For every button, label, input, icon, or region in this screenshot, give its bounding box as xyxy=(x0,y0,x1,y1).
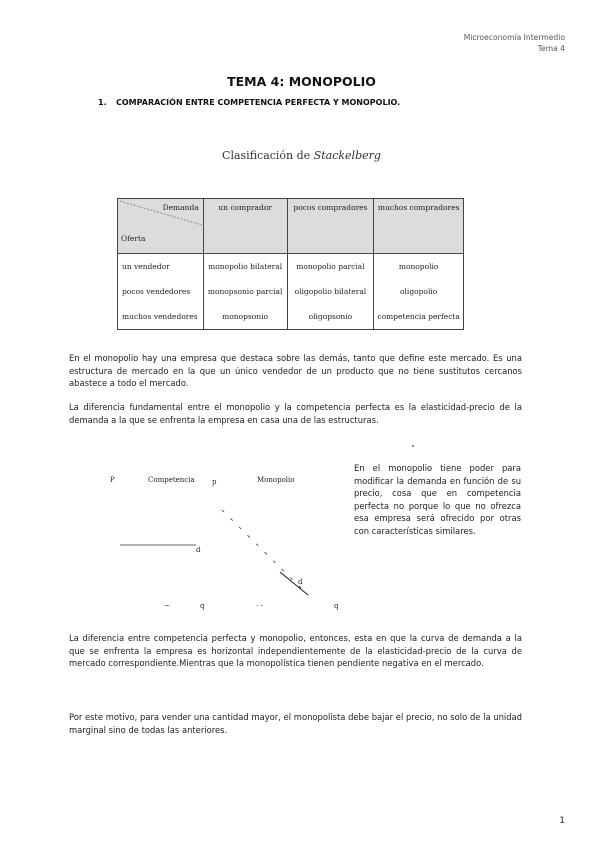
graph-left-origin-mark: ~ xyxy=(164,602,170,610)
table-corner-cell xyxy=(118,199,204,254)
right-demand-line xyxy=(280,572,308,595)
demand-curves-graph xyxy=(90,462,350,617)
table-row xyxy=(118,304,464,330)
section-number: 1. xyxy=(98,98,107,107)
table-caption xyxy=(0,149,603,162)
table-row-label: pocos vendedores xyxy=(118,279,204,304)
table-row-label: un vendedor xyxy=(118,254,204,280)
table-col-header: muchos compradores xyxy=(374,199,464,254)
paragraph-monopoly-power: En el monopolio tiene poder para modificar la demanda en función de su precio, cosa que en competencia perfecta no porque lo que no ofrezca esa empresa será ofrecido por otras con características similares. xyxy=(354,463,521,536)
table-cell: oligopolio bilateral xyxy=(287,279,374,304)
table-cell: oligopolio xyxy=(374,279,464,304)
graph-right-curve-label: d xyxy=(298,578,303,586)
caption-author: Stackelberg xyxy=(313,149,381,162)
paragraph-monopoly-definition: En el monopolio hay una empresa que destaca sobre las demás, tanto que define este mercado. Es una estructura de mercado en la que un único vendedor de un producto que no tiene sustitutos cercanos abastece a todo el mercado. xyxy=(69,353,522,389)
graph-right-p-label: p xyxy=(212,478,217,486)
table-header-row xyxy=(118,199,464,254)
table-cell: oligopsonio xyxy=(287,304,374,330)
classification-table xyxy=(117,198,464,330)
header-unit: Tema 4 xyxy=(537,44,565,53)
graph-left-curve-label: d xyxy=(196,546,201,554)
table-cell: monopolio xyxy=(374,254,464,280)
table-cell: monopolio bilateral xyxy=(203,254,287,280)
table-cell: monopolio parcial xyxy=(287,254,374,280)
table-cell: competencia perfecta xyxy=(374,304,464,330)
right-demand-line-faint xyxy=(222,510,308,595)
graph-right-title: Monopolio xyxy=(257,476,295,484)
table-cell: monopsonio xyxy=(203,304,287,330)
table-row-label: muchos vendedores xyxy=(118,304,204,330)
table-row xyxy=(118,279,464,304)
paragraph-curve-difference: La diferencia entre competencia perfecta y monopolio, entonces, esta en que la curva de demanda a la que se enfrenta la empresa es horizontal independientemente de la elasticidad-precio de la curva de mercado correspondiente.Mientras que la monopolística tienen pendiente negativa en el mercado. xyxy=(69,633,522,669)
corner-supply-label: Oferta xyxy=(121,234,146,243)
paragraph-fundamental-difference: La diferencia fundamental entre el monopolio y la competencia perfecta es la elasticidad-precio de la demanda a la que se enfrenta la empresa en casa una de las estructuras. xyxy=(69,402,522,425)
stray-dot xyxy=(412,445,414,447)
table-col-header: pocos compradores xyxy=(287,199,374,254)
table-row xyxy=(118,254,464,280)
graph-right-origin-mark: · · xyxy=(256,602,263,610)
corner-demand-label: Demanda xyxy=(162,203,199,212)
graph-left-p-label: P xyxy=(110,476,115,484)
graph-left-q-label: q xyxy=(200,602,205,610)
page-number: 1 xyxy=(559,816,565,826)
caption-prefix: Clasificación de xyxy=(222,149,311,162)
paragraph-price-reduction: Por este motivo, para vender una cantidad mayor, el monopolista debe bajar el precio, no solo de la unidad marginal sino de todas las anteriores. xyxy=(69,712,522,735)
graph-left-title: Competencia xyxy=(148,476,195,484)
section-title: COMPARACIÓN ENTRE COMPETENCIA PERFECTA Y MONOPOLIO. xyxy=(116,98,401,107)
table-col-header: un comprador xyxy=(203,199,287,254)
table-cell: monopsonio parcial xyxy=(203,279,287,304)
header-course: Microeconomía Intermedio xyxy=(463,33,565,42)
page-title: TEMA 4: MONOPOLIO xyxy=(227,74,376,89)
section-heading xyxy=(98,98,400,107)
graph-right-q-label: q xyxy=(334,602,339,610)
